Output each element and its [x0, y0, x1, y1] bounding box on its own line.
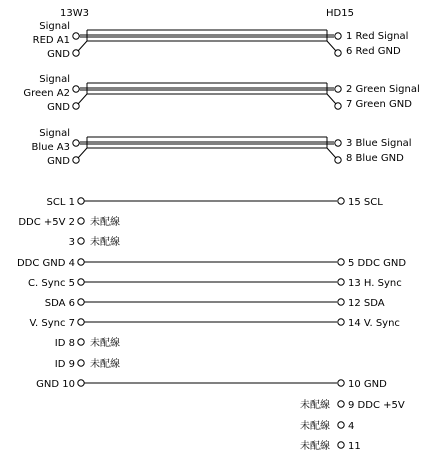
right-signal-pin — [335, 33, 341, 39]
right-only-row — [300, 439, 361, 452]
left-pin-label: 3 — [68, 237, 75, 248]
right-signal-label: 3 Blue Signal — [346, 138, 412, 149]
pin-row — [47, 197, 384, 208]
right-pin-label: 4 — [348, 421, 355, 432]
pin-row — [17, 258, 406, 269]
left-pin — [78, 380, 84, 386]
left-pin-label: V. Sync 7 — [29, 318, 75, 329]
right-signal-pin — [335, 86, 341, 92]
right-pin-label: 14 V. Sync — [348, 318, 400, 329]
right-pin — [338, 279, 344, 285]
left-pin — [78, 259, 84, 265]
right-pin — [338, 422, 344, 428]
left-pin-name-label: Blue A3 — [31, 142, 70, 153]
coax-cable — [33, 21, 409, 60]
gnd-lead-left — [78, 41, 87, 51]
unwired-label: 未配線 — [300, 441, 330, 452]
right-pin — [338, 401, 344, 407]
left-pin — [78, 279, 84, 285]
left-pin-name-label: Green A2 — [23, 88, 70, 99]
gnd-lead-right — [327, 41, 336, 51]
unwired-label: 未配線 — [90, 338, 120, 349]
pin-row — [28, 278, 402, 289]
left-pin-label: ID 8 — [54, 338, 75, 349]
right-pin-label: 9 DDC +5V — [348, 400, 405, 411]
pin-rows — [17, 197, 406, 390]
gnd-lead-right — [327, 148, 336, 158]
unwired-label: 未配線 — [90, 359, 120, 370]
left-pin-label: DDC +5V 2 — [18, 217, 75, 228]
right-gnd-label: 6 Red GND — [346, 46, 401, 57]
left-signal-label: Signal — [39, 128, 70, 139]
left-pin — [78, 238, 84, 244]
gnd-lead-right — [327, 94, 336, 104]
right-pin — [338, 198, 344, 204]
left-signal-pin — [73, 140, 79, 146]
right-pin-label: 10 GND — [348, 379, 387, 390]
right-pin — [338, 319, 344, 325]
pin-row — [18, 215, 120, 228]
pin-row — [29, 318, 399, 329]
coax-cables — [23, 21, 419, 167]
left-pin-name-label: RED A1 — [32, 35, 70, 46]
right-signal-label: 2 Green Signal — [346, 84, 420, 95]
right-signal-pin — [335, 140, 341, 146]
left-gnd-label: GND — [47, 102, 70, 113]
left-gnd-label: GND — [47, 156, 70, 167]
right-pin-label: 13 H. Sync — [348, 278, 402, 289]
left-pin — [78, 198, 84, 204]
right-pin-label: 12 SDA — [348, 298, 385, 309]
gnd-lead-left — [78, 148, 87, 158]
pin-row — [69, 235, 120, 248]
left-pin-label: C. Sync 5 — [28, 278, 75, 289]
gnd-lead-left — [78, 94, 87, 104]
left-pin — [78, 319, 84, 325]
left-signal-pin — [73, 86, 79, 92]
coax-cable — [31, 128, 411, 167]
right-pin-label: 11 — [348, 441, 361, 452]
right-pin — [338, 299, 344, 305]
left-pin-label: SCL 1 — [46, 197, 75, 208]
left-gnd-label: GND — [47, 49, 70, 60]
left-pin — [78, 299, 84, 305]
coax-cable — [23, 74, 419, 113]
left-pin-label: SDA 6 — [44, 298, 75, 309]
pin-row — [45, 298, 385, 309]
right-pin — [338, 380, 344, 386]
unwired-label: 未配線 — [300, 421, 330, 432]
left-signal-pin — [73, 33, 79, 39]
pin-row — [55, 336, 120, 349]
pin-row — [36, 379, 387, 390]
right-pin — [338, 442, 344, 448]
right-gnd-label: 8 Blue GND — [346, 153, 404, 164]
left-pin-label: ID 9 — [54, 359, 75, 370]
unwired-right-pins — [300, 398, 405, 452]
right-pin-label: 5 DDC GND — [348, 258, 407, 269]
right-pin-label: 15 SCL — [348, 197, 383, 208]
left-signal-label: Signal — [39, 74, 70, 85]
pin-row — [55, 357, 120, 370]
left-connector-header: 13W3 — [60, 8, 89, 19]
left-pin — [78, 339, 84, 345]
right-pin — [338, 259, 344, 265]
right-gnd-label: 7 Green GND — [346, 99, 412, 110]
unwired-label: 未配線 — [90, 217, 120, 228]
unwired-label: 未配線 — [90, 237, 120, 248]
left-pin — [78, 360, 84, 366]
right-only-row — [300, 419, 354, 432]
left-pin — [78, 218, 84, 224]
unwired-label: 未配線 — [300, 400, 330, 411]
left-pin-label: DDC GND 4 — [16, 258, 75, 269]
right-connector-header: HD15 — [326, 8, 354, 19]
left-signal-label: Signal — [39, 21, 70, 32]
left-pin-label: GND 10 — [36, 379, 75, 390]
right-signal-label: 1 Red Signal — [346, 31, 409, 42]
right-only-row — [300, 398, 405, 411]
